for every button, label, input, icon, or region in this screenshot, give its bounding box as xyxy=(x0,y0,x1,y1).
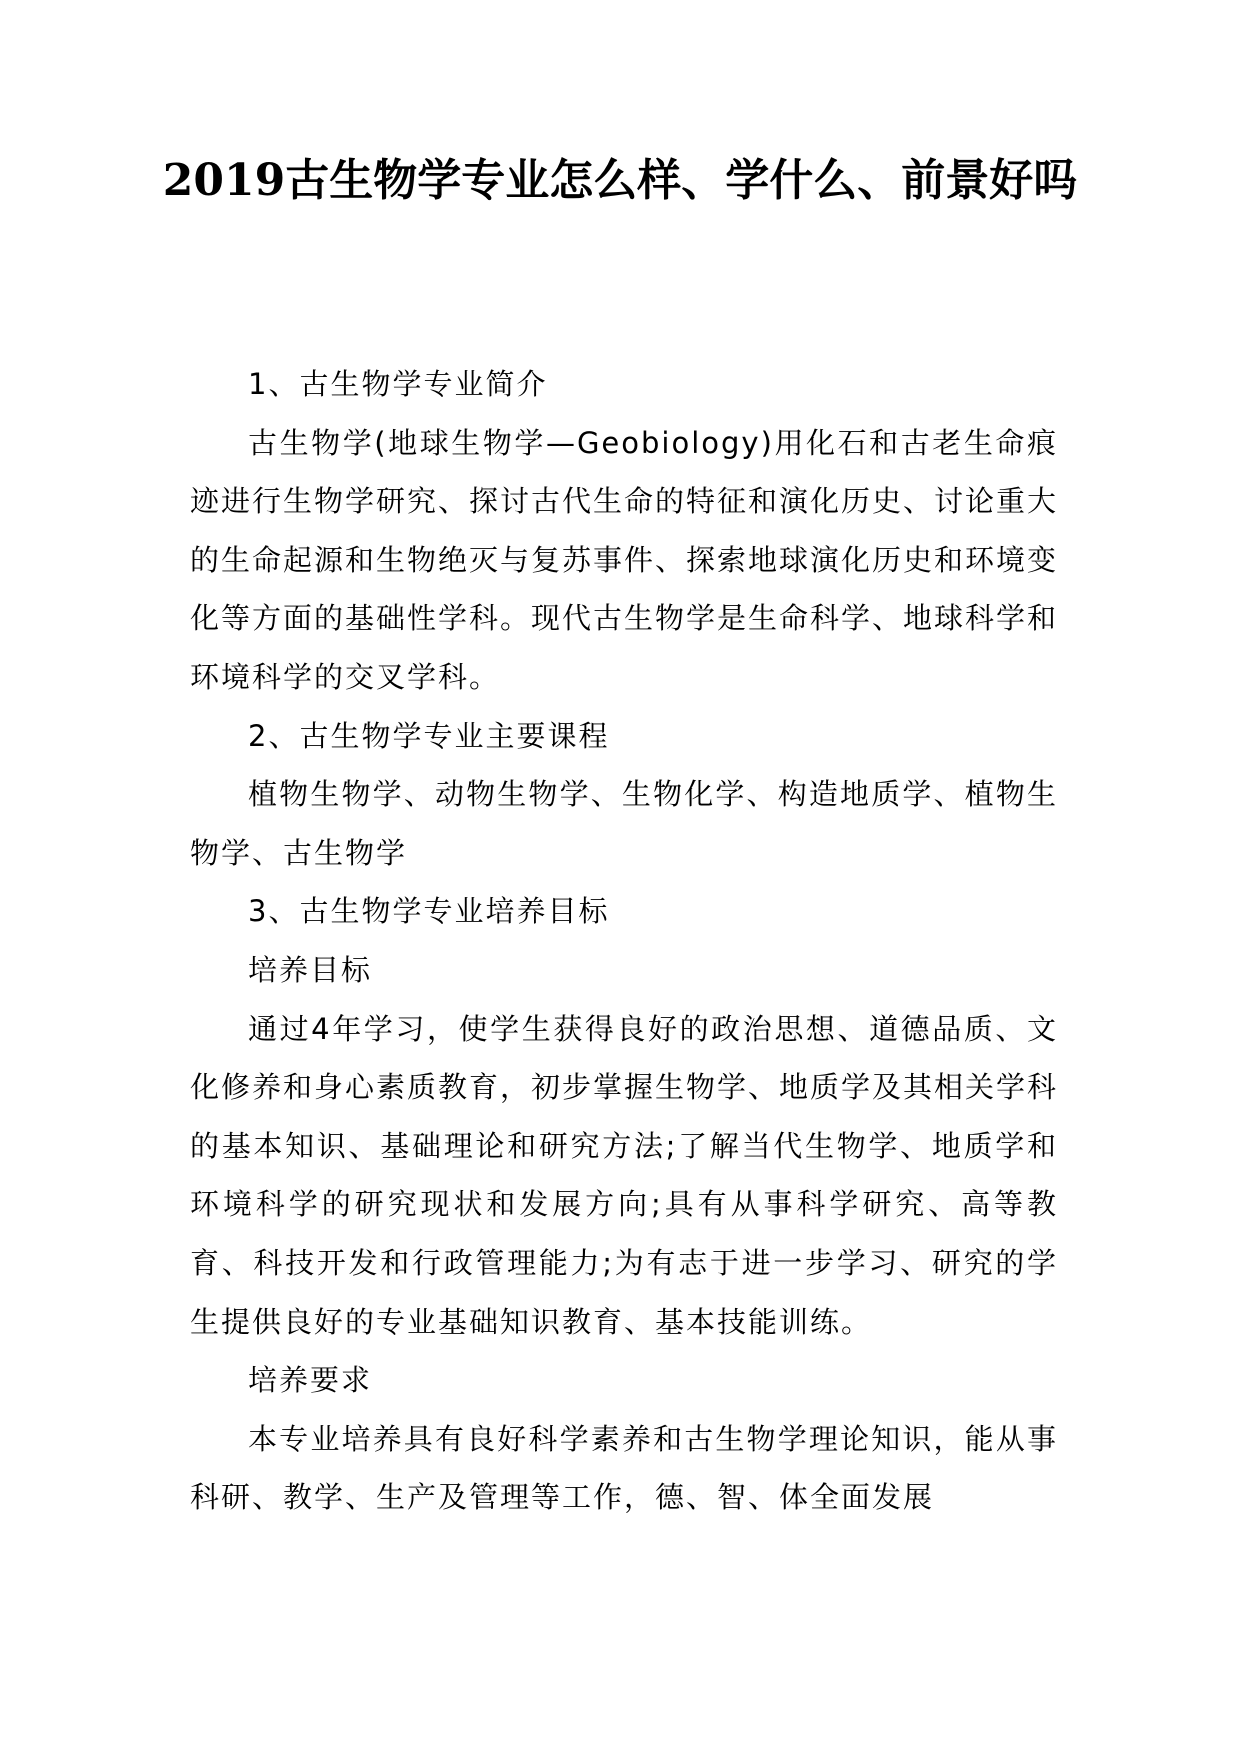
paragraph-goals: 通过4年学习，使学生获得良好的政治思想、道德品质、文化修养和身心素质教育，初步掌握生物学、地质学及其相关学科的基本知识、基础理论和研究方法;了解当代生物学、地质学和环境科学的研究现状和发展方向;具有从事科学研究、高等教育、科技开发和行政管理能力;为有志于进一步学习、研究的学生提供良好的专业基础知识教育、基本技能训练。 xyxy=(190,1011,1059,1339)
subheading-goals: 培养目标 xyxy=(248,952,373,987)
document-title: 2019古生物学专业怎么样、学什么、前景好吗 xyxy=(162,155,1078,206)
section-heading-1: 1、古生物学专业简介 xyxy=(248,367,548,401)
document-body xyxy=(190,355,1058,1527)
paragraph-intro: 古生物学(地球生物学—Geobiology)用化石和古老生命痕迹进行生物学研究、探讨古代生命的特征和演化历史、讨论重大的生命起源和生物绝灭与复苏事件、探索地球演化历史和环境变化等方面的基础性学科。现代古生物学是生命科学、地球科学和环境科学的交叉学科。 xyxy=(190,425,1059,694)
section-heading-2: 2、古生物学专业主要课程 xyxy=(248,718,610,753)
section-heading-3: 3、古生物学专业培养目标 xyxy=(248,894,610,929)
paragraph-courses: 植物生物学、动物生物学、生物化学、构造地质学、植物生物学、古生物学 xyxy=(190,777,1058,870)
subheading-requirements: 培养要求 xyxy=(248,1363,373,1398)
paragraph-requirements: 本专业培养具有良好科学素养和古生物学理论知识，能从事科研、教学、生产及管理等工作，德、智、体全面发展 xyxy=(190,1421,1058,1515)
